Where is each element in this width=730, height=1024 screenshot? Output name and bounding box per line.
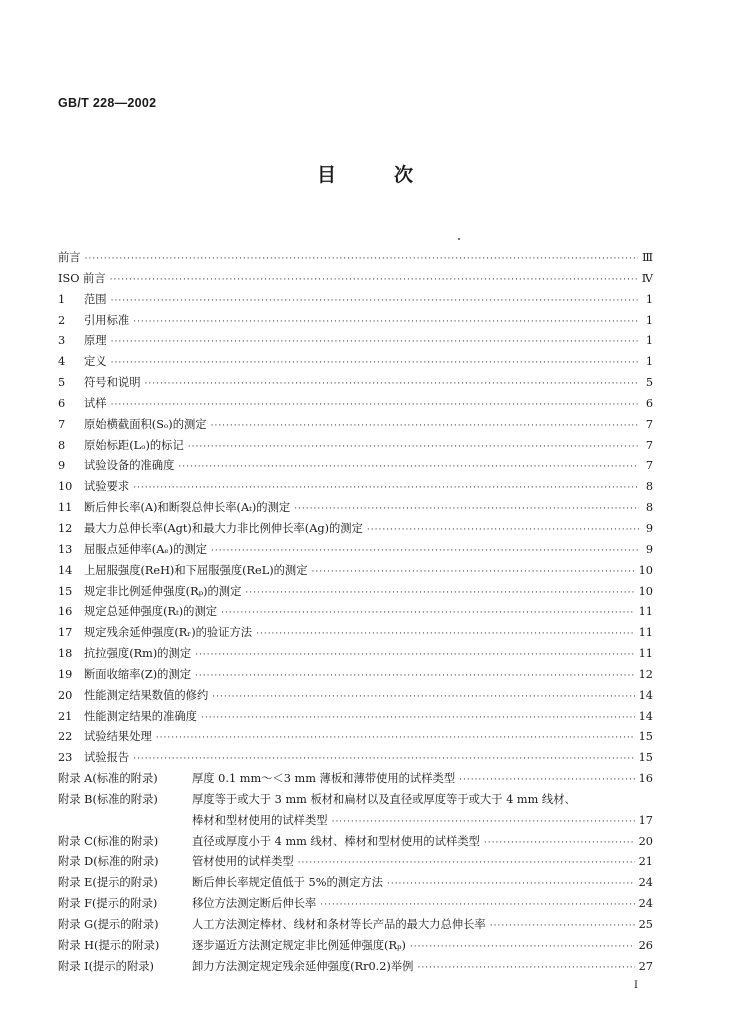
toc-label: 人工方法测定棒材、线材和条材等长产品的最大力总伸长率 xyxy=(192,918,486,931)
toc-appendix-entry[interactable] xyxy=(58,832,653,853)
toc-label: 断面收缩率(Z)的测定 xyxy=(84,667,192,681)
dot-leader xyxy=(111,332,639,353)
toc-page: 20 xyxy=(638,834,653,848)
scan-speck xyxy=(458,238,460,240)
toc-page: 21 xyxy=(638,855,653,869)
toc-entry[interactable] xyxy=(58,707,653,728)
dot-leader xyxy=(85,249,638,270)
dot-leader xyxy=(201,708,635,729)
dot-leader xyxy=(312,562,635,583)
appendix-tag: 附录 G(提示的附录) xyxy=(58,918,159,931)
dot-leader xyxy=(245,583,634,604)
toc-page: 15 xyxy=(638,751,653,765)
toc-label: 棒材和型材使用的试样类型 xyxy=(192,813,328,827)
toc-number: 6 xyxy=(58,396,66,410)
toc-appendix-entry[interactable] xyxy=(58,915,653,936)
toc-page: Ⅲ xyxy=(642,251,653,264)
toc-label: 卸力方法测定规定残余延伸强度(Rr0.2)举例 xyxy=(192,959,414,973)
appendix-tag: 附录 F(提示的附录) xyxy=(58,897,158,911)
toc-page: 16 xyxy=(638,772,653,786)
dot-leader xyxy=(490,916,635,937)
toc-entry[interactable] xyxy=(58,456,653,477)
toc-label: 原理 xyxy=(84,334,107,348)
dot-leader xyxy=(417,958,634,979)
toc-label: 符号和说明 xyxy=(84,376,141,390)
toc-label: 直径或厚度小于 4 mm 线材、棒材和型材使用的试样类型 xyxy=(192,834,480,848)
appendix-tag: 附录 A(标准的附录) xyxy=(58,772,158,786)
toc-page: 1 xyxy=(645,313,653,327)
table-of-contents xyxy=(58,248,653,978)
toc-number: 21 xyxy=(58,709,73,723)
toc-page: 17 xyxy=(638,813,653,827)
toc-number: 18 xyxy=(58,647,73,661)
toc-appendix-continuation[interactable] xyxy=(58,811,653,832)
toc-label: 定义 xyxy=(84,355,107,369)
toc-number: 14 xyxy=(58,563,73,577)
toc-label: 规定总延伸强度(Rₜ)的测定 xyxy=(84,605,218,619)
toc-label: 抗拉强度(Rm)的测定 xyxy=(84,647,192,661)
toc-label: 范围 xyxy=(84,292,107,306)
toc-label: 断后伸长率规定值低于 5%的测定方法 xyxy=(192,876,383,890)
dot-leader xyxy=(256,624,635,645)
toc-number: 17 xyxy=(58,626,73,640)
appendix-tag: 附录 D(标准的附录) xyxy=(58,855,159,869)
toc-page: 9 xyxy=(645,542,653,556)
toc-label: 试验结果处理 xyxy=(84,730,152,744)
toc-page: 27 xyxy=(638,959,653,973)
dot-leader xyxy=(484,833,635,854)
toc-entry[interactable] xyxy=(58,352,653,373)
toc-page: 7 xyxy=(645,459,653,473)
toc-page: 25 xyxy=(638,918,653,931)
toc-label: 规定残余延伸强度(Rᵣ)的验证方法 xyxy=(84,626,253,640)
toc-appendix-entry[interactable] xyxy=(58,894,653,915)
toc-appendix-entry[interactable] xyxy=(58,790,653,811)
toc-number: 13 xyxy=(58,542,73,556)
toc-number: 2 xyxy=(58,313,66,327)
dot-leader xyxy=(110,270,638,291)
toc-page: 7 xyxy=(645,438,653,452)
dot-leader xyxy=(178,457,639,478)
toc-label: 试验设备的准确度 xyxy=(84,459,175,473)
toc-number: 20 xyxy=(58,688,73,702)
toc-number: 9 xyxy=(58,459,66,473)
toc-entry[interactable] xyxy=(58,248,653,269)
dot-leader xyxy=(133,478,639,499)
toc-label: 规定非比例延伸强度(Rₚ)的测定 xyxy=(84,584,242,598)
dot-leader xyxy=(156,728,635,749)
toc-entry[interactable] xyxy=(58,415,653,436)
page-title xyxy=(0,160,730,187)
toc-entry[interactable] xyxy=(58,686,653,707)
dot-leader xyxy=(332,812,635,833)
toc-page: 10 xyxy=(638,584,653,598)
toc-entry[interactable] xyxy=(58,436,653,457)
toc-entry[interactable] xyxy=(58,727,653,748)
toc-number: 1 xyxy=(58,292,66,306)
toc-page: 12 xyxy=(638,667,653,681)
toc-page: 10 xyxy=(638,563,653,577)
toc-label: 原始标距(Lₒ)的标记 xyxy=(84,438,184,452)
dot-leader xyxy=(320,895,634,916)
dot-leader xyxy=(188,437,639,458)
toc-page: 24 xyxy=(638,876,653,890)
toc-entry[interactable] xyxy=(58,331,653,352)
toc-entry[interactable] xyxy=(58,665,653,686)
page-number: I xyxy=(634,980,638,991)
dot-leader xyxy=(211,416,639,437)
toc-entry[interactable] xyxy=(58,519,653,540)
toc-page: 9 xyxy=(645,521,653,535)
toc-label: 断后伸长率(A)和断裂总伸长率(Aₜ)的测定 xyxy=(84,501,291,515)
toc-page: 1 xyxy=(645,355,653,369)
toc-number: 22 xyxy=(58,730,73,744)
toc-page: 14 xyxy=(638,709,653,723)
dot-leader xyxy=(133,312,639,333)
toc-page: Ⅳ xyxy=(641,271,653,285)
toc-page: 14 xyxy=(638,688,653,702)
toc-label: 逐步逼近方法测定规定非比例延伸强度(Rₚ) xyxy=(192,938,406,952)
dot-leader xyxy=(111,395,639,416)
toc-label: 引用标准 xyxy=(84,313,130,327)
appendix-tag: 附录 C(标准的附录) xyxy=(58,834,159,848)
toc-number: 8 xyxy=(58,438,66,452)
toc-number: 19 xyxy=(58,667,73,681)
title-char-2: 次 xyxy=(394,164,414,186)
toc-appendix-entry[interactable] xyxy=(58,936,653,957)
toc-entry[interactable] xyxy=(58,623,653,644)
toc-label: 前言 xyxy=(58,251,81,264)
toc-number: 12 xyxy=(58,521,73,535)
dot-leader xyxy=(410,937,635,958)
toc-label: 管材使用的试样类型 xyxy=(192,855,294,869)
appendix-tag: 附录 B(标准的附录) xyxy=(58,792,158,806)
toc-number: 23 xyxy=(58,751,73,765)
dot-leader xyxy=(221,603,635,624)
dot-leader xyxy=(298,853,635,874)
toc-entry[interactable] xyxy=(58,373,653,394)
toc-number: 16 xyxy=(58,605,73,619)
toc-page: 11 xyxy=(638,647,653,661)
toc-entry[interactable] xyxy=(58,602,653,623)
toc-number: 5 xyxy=(58,376,66,390)
toc-number: 3 xyxy=(58,334,66,348)
toc-label: 性能测定结果的准确度 xyxy=(84,709,197,723)
toc-entry[interactable] xyxy=(58,561,653,582)
toc-page: 7 xyxy=(645,417,653,431)
toc-page: 11 xyxy=(638,605,653,619)
dot-leader xyxy=(211,541,639,562)
dot-leader xyxy=(195,645,635,666)
appendix-tag: 附录 I(提示的附录) xyxy=(58,959,154,973)
toc-number: 7 xyxy=(58,417,66,431)
dot-leader xyxy=(459,770,635,791)
toc-label: 上屈服强度(ReH)和下屈服强度(ReL)的测定 xyxy=(84,563,308,577)
toc-entry[interactable] xyxy=(58,644,653,665)
toc-page: 1 xyxy=(645,292,653,306)
dot-leader xyxy=(294,499,639,520)
toc-number: 4 xyxy=(58,355,66,369)
dot-leader xyxy=(111,291,639,312)
toc-entry[interactable] xyxy=(58,477,653,498)
appendix-tag: 附录 H(提示的附录) xyxy=(58,938,160,952)
toc-label: 试样 xyxy=(84,396,107,410)
dot-leader xyxy=(111,353,639,374)
standard-code: GB/T 228—2002 xyxy=(58,96,157,110)
toc-label: 试验要求 xyxy=(84,480,130,494)
toc-entry[interactable] xyxy=(58,498,653,519)
toc-label: ISO 前言 xyxy=(58,271,106,285)
toc-label: 厚度等于或大于 3 mm 板材和扁材以及直径或厚度等于或大于 4 mm 线材、 xyxy=(192,792,576,806)
toc-number: 11 xyxy=(58,501,73,515)
toc-label: 最大力总伸长率(Agt)和最大力非比例伸长率(Ag)的测定 xyxy=(84,521,363,535)
toc-entry[interactable] xyxy=(58,269,653,290)
toc-label: 性能测定结果数值的修约 xyxy=(84,688,209,702)
toc-entry[interactable] xyxy=(58,394,653,415)
dot-leader xyxy=(212,687,634,708)
toc-entry[interactable] xyxy=(58,540,653,561)
toc-label: 原始横截面积(Sₒ)的测定 xyxy=(84,417,207,431)
toc-page: 1 xyxy=(645,334,653,348)
toc-entry[interactable] xyxy=(58,748,653,769)
toc-label: 试验报告 xyxy=(84,751,130,765)
toc-number: 15 xyxy=(58,584,73,598)
title-char-1: 目 xyxy=(316,164,336,186)
toc-appendix-entry[interactable] xyxy=(58,852,653,873)
dot-leader xyxy=(367,520,639,541)
toc-label: 厚度 0.1 mm～＜3 mm 薄板和薄带使用的试样类型 xyxy=(192,772,456,786)
dot-leader xyxy=(387,874,635,895)
toc-appendix-entry[interactable] xyxy=(58,873,653,894)
toc-page: 8 xyxy=(645,501,653,515)
dot-leader xyxy=(133,749,634,770)
toc-page: 11 xyxy=(638,626,653,640)
dot-leader xyxy=(145,374,640,395)
toc-page: 6 xyxy=(645,396,653,410)
toc-label: 屈服点延伸率(Aₑ)的测定 xyxy=(84,542,208,556)
toc-page: 26 xyxy=(638,938,653,952)
toc-appendix-entry[interactable] xyxy=(58,957,653,978)
toc-entry[interactable] xyxy=(58,290,653,311)
appendix-tag: 附录 E(提示的附录) xyxy=(58,876,158,890)
toc-page: 24 xyxy=(638,897,653,911)
toc-page: 5 xyxy=(645,376,653,390)
toc-appendix-entry[interactable] xyxy=(58,769,653,790)
toc-page: 8 xyxy=(645,480,653,494)
toc-label: 移位方法测定断后伸长率 xyxy=(192,897,317,911)
toc-page: 15 xyxy=(638,730,653,744)
toc-entry[interactable] xyxy=(58,311,653,332)
toc-entry[interactable] xyxy=(58,582,653,603)
dot-leader xyxy=(195,666,635,687)
toc-number: 10 xyxy=(58,480,73,494)
